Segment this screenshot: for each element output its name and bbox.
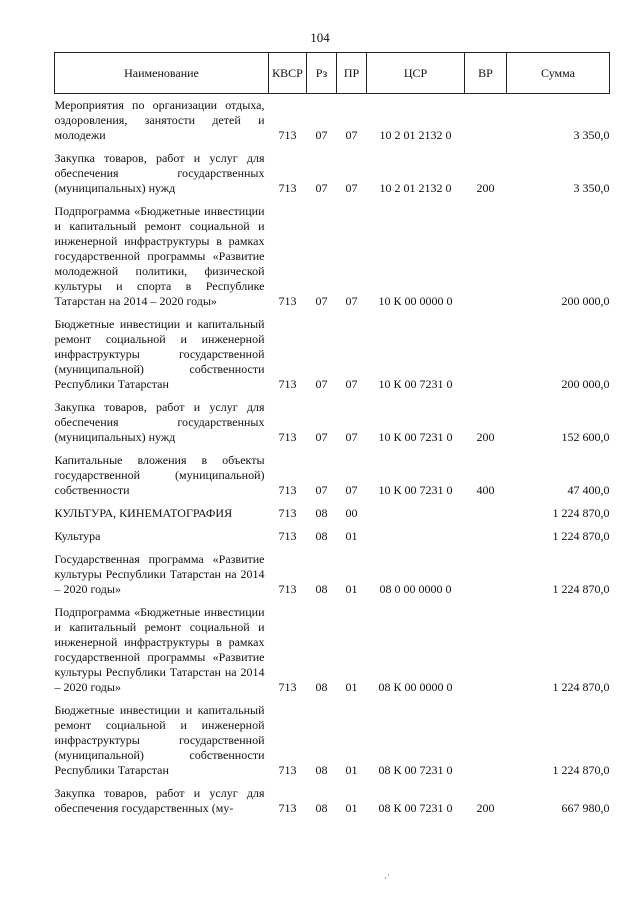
row-vr: [465, 200, 507, 313]
row-vr: [465, 94, 507, 148]
row-kvsr: 713: [278, 430, 297, 444]
budget-table: [54, 52, 610, 820]
row-sum: 3 350,0: [573, 128, 610, 142]
row-rz: 08: [315, 801, 328, 815]
row-kvsr: 713: [278, 763, 297, 777]
row-pr: 07: [345, 181, 358, 195]
table-row: [55, 200, 610, 313]
row-name: Закупка товаров, работ и услуг для обеспечения государственных (му-: [54, 786, 265, 815]
row-name: Капитальные вложения в объекты государственной (муниципальной) собственности: [54, 453, 265, 497]
header-kvsr: КВСР: [269, 53, 307, 94]
row-name: Бюджетные инвестиции и капитальный ремонт социальной и инженерной инфраструктуры государственной (муниципальной) собственности Республики Татарстан: [54, 703, 265, 777]
row-name: Мероприятия по организации отдыха, оздоровления, занятости детей и молодежи: [54, 98, 265, 142]
row-sum: 1 224 870,0: [552, 506, 610, 520]
row-pr: 01: [345, 582, 358, 596]
row-name: Подпрограмма «Бюджетные инвестиции и капитальный ремонт социальной и инженерной инфраструктуры в рамках государственной программы «Развитие культуры Республики Татарстан на 2014 – 2020 годы»: [54, 605, 265, 694]
row-rz: 08: [315, 506, 328, 520]
row-rz: 08: [315, 529, 328, 543]
table-header-row: [55, 53, 610, 94]
row-rz: 08: [315, 763, 328, 777]
table-row: [55, 699, 610, 782]
row-csr: [367, 502, 465, 525]
header-csr: ЦСР: [367, 53, 465, 94]
row-sum: 1 224 870,0: [552, 582, 610, 596]
table-row: [55, 782, 610, 820]
row-pr: 07: [345, 128, 358, 142]
row-sum: 1 224 870,0: [552, 529, 610, 543]
row-vr: [465, 502, 507, 525]
row-kvsr: 713: [278, 506, 297, 520]
row-kvsr: 713: [278, 377, 297, 391]
row-vr: 200: [476, 430, 495, 444]
row-rz: 07: [315, 181, 328, 195]
table-row: [55, 449, 610, 502]
row-pr: 07: [345, 430, 358, 444]
row-csr: 10 К 00 7231 0: [378, 377, 453, 391]
row-pr: 01: [345, 801, 358, 815]
row-vr: [465, 525, 507, 548]
row-sum: 1 224 870,0: [552, 763, 610, 777]
row-rz: 07: [315, 294, 328, 308]
table-row: [55, 548, 610, 601]
row-pr: 07: [345, 483, 358, 497]
header-name: Наименование: [55, 53, 269, 94]
row-name: Бюджетные инвестиции и капитальный ремонт социальной и инженерной инфраструктуры государственной (муниципальной) собственности Республики Татарстан: [54, 317, 265, 391]
row-csr: 08 0 00 0000 0: [379, 582, 452, 596]
row-kvsr: 713: [278, 294, 297, 308]
row-csr: 10 2 01 2132 0: [379, 181, 452, 195]
table-row: [55, 94, 610, 148]
row-sum: 667 980,0: [561, 801, 610, 815]
row-csr: 10 2 01 2132 0: [379, 128, 452, 142]
row-name: Культура: [54, 529, 101, 543]
row-rz: 07: [315, 128, 328, 142]
row-csr: 08 К 00 0000 0: [378, 680, 453, 694]
row-rz: 07: [315, 430, 328, 444]
row-rz: 07: [315, 483, 328, 497]
header-rz: Рз: [307, 53, 337, 94]
row-vr: 200: [476, 801, 495, 815]
table-row: [55, 525, 610, 548]
row-kvsr: 713: [278, 181, 297, 195]
header-vr: ВР: [465, 53, 507, 94]
table-row: [55, 601, 610, 699]
table-row: [55, 396, 610, 449]
row-rz: 07: [315, 377, 328, 391]
table-row: [55, 147, 610, 200]
row-csr: 10 К 00 7231 0: [378, 430, 453, 444]
row-sum: 200 000,0: [561, 377, 610, 391]
row-vr: [465, 699, 507, 782]
row-csr: 08 К 00 7231 0: [378, 801, 453, 815]
row-sum: 47 400,0: [567, 483, 610, 497]
row-name: Подпрограмма «Бюджетные инвестиции и капитальный ремонт социальной и инженерной инфраструктуры в рамках государственной программы «Развитие молодежной политики, физической культуры и спорта в Республике Татарстан на 2014 – 2020 годы»: [54, 204, 265, 308]
row-pr: 07: [345, 294, 358, 308]
row-vr: 400: [476, 483, 495, 497]
row-csr: 10 К 00 7231 0: [378, 483, 453, 497]
row-kvsr: 713: [278, 128, 297, 142]
table-row: [55, 313, 610, 396]
row-kvsr: 713: [278, 483, 297, 497]
row-csr: [367, 525, 465, 548]
row-sum: 152 600,0: [561, 430, 610, 444]
row-csr: 10 К 00 0000 0: [378, 294, 453, 308]
row-name: Закупка товаров, работ и услуг для обеспечения государственных (муниципальных) нужд: [54, 151, 265, 195]
row-name: КУЛЬТУРА, КИНЕМАТОГРАФИЯ: [54, 506, 233, 520]
row-pr: 01: [345, 680, 358, 694]
row-name: Государственная программа «Развитие культуры Республики Татарстан на 2014 – 2020 годы»: [54, 552, 265, 596]
row-name: Закупка товаров, работ и услуг для обеспечения государственных (муниципальных) нужд: [54, 400, 265, 444]
row-pr: 07: [345, 377, 358, 391]
row-vr: 200: [476, 181, 495, 195]
row-sum: 200 000,0: [561, 294, 610, 308]
row-pr: 01: [345, 763, 358, 777]
row-kvsr: 713: [278, 582, 297, 596]
row-kvsr: 713: [278, 801, 297, 815]
page-number: 104: [310, 30, 330, 45]
row-sum: 3 350,0: [573, 181, 610, 195]
row-vr: [465, 548, 507, 601]
table-row: [55, 502, 610, 525]
row-vr: [465, 601, 507, 699]
header-sum: Сумма: [507, 53, 610, 94]
row-vr: [465, 313, 507, 396]
row-pr: 00: [345, 506, 358, 520]
row-kvsr: 713: [278, 680, 297, 694]
row-kvsr: 713: [278, 529, 297, 543]
row-sum: 1 224 870,0: [552, 680, 610, 694]
row-rz: 08: [315, 680, 328, 694]
scan-mark: ·˙: [384, 873, 390, 883]
header-pr: ПР: [337, 53, 367, 94]
row-csr: 08 К 00 7231 0: [378, 763, 453, 777]
row-rz: 08: [315, 582, 328, 596]
row-pr: 01: [345, 529, 358, 543]
